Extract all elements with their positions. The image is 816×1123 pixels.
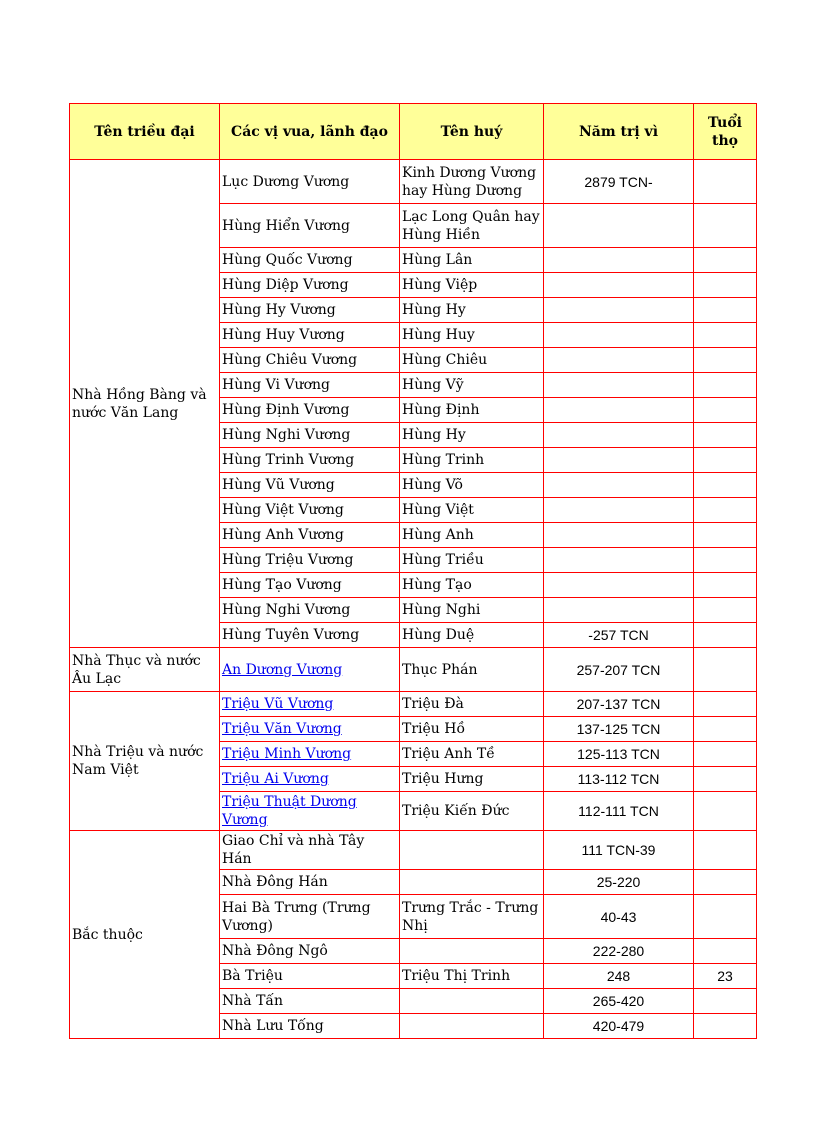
- birth-name-cell: Hùng Hy: [400, 423, 544, 448]
- birth-name-cell: Hùng Võ: [400, 473, 544, 498]
- birth-name-cell: Hùng Nghi: [400, 598, 544, 623]
- reign-years-cell: 113-112 TCN: [544, 767, 694, 792]
- birth-name-cell: Hùng Tạo: [400, 573, 544, 598]
- lifespan-cell: [694, 623, 757, 648]
- ruler-link[interactable]: Triệu Văn Vương: [222, 721, 342, 737]
- lifespan-cell: [694, 160, 757, 204]
- birth-name-cell: Triệu Đà: [400, 692, 544, 717]
- reign-years-cell: [544, 373, 694, 398]
- birth-name-cell: [400, 989, 544, 1014]
- reign-years-cell: [544, 498, 694, 523]
- birth-name-cell: Triệu Anh Tề: [400, 742, 544, 767]
- header-lifespan: Tuổi thọ: [694, 104, 757, 160]
- lifespan-cell: [694, 989, 757, 1014]
- ruler-cell: Hùng Hy Vương: [220, 298, 400, 323]
- lifespan-cell: [694, 323, 757, 348]
- birth-name-cell: Hùng Việt: [400, 498, 544, 523]
- lifespan-cell: [694, 939, 757, 964]
- birth-name-cell: Hùng Duệ: [400, 623, 544, 648]
- lifespan-cell: [694, 573, 757, 598]
- lifespan-cell: [694, 831, 757, 870]
- lifespan-cell: [694, 204, 757, 248]
- birth-name-cell: Hùng Định: [400, 398, 544, 423]
- lifespan-cell: [694, 548, 757, 573]
- lifespan-cell: [694, 373, 757, 398]
- ruler-cell: [220, 742, 400, 767]
- lifespan-cell: [694, 398, 757, 423]
- reign-years-cell: 111 TCN-39: [544, 831, 694, 870]
- ruler-cell: Hùng Hiển Vương: [220, 204, 400, 248]
- reign-years-cell: 125-113 TCN: [544, 742, 694, 767]
- ruler-cell: Hai Bà Trưng (Trưng Vương): [220, 895, 400, 939]
- table-row: [70, 648, 757, 692]
- dynasty-table: [69, 103, 757, 1039]
- lifespan-cell: [694, 648, 757, 692]
- reign-years-cell: 265-420: [544, 989, 694, 1014]
- reign-years-cell: [544, 423, 694, 448]
- birth-name-cell: Triệu Kiến Đức: [400, 792, 544, 831]
- dynasty-name-cell: Bắc thuộc: [70, 831, 220, 1039]
- lifespan-cell: [694, 423, 757, 448]
- header-reign-years: Năm trị vì: [544, 104, 694, 160]
- ruler-cell: Hùng Quốc Vương: [220, 248, 400, 273]
- ruler-link[interactable]: Triệu Minh Vương: [222, 746, 352, 762]
- lifespan-cell: [694, 273, 757, 298]
- ruler-cell: Hùng Nghi Vương: [220, 598, 400, 623]
- reign-years-cell: [544, 548, 694, 573]
- ruler-cell: Hùng Vi Vương: [220, 373, 400, 398]
- header-birth-name: Tên huý: [400, 104, 544, 160]
- reign-years-cell: [544, 598, 694, 623]
- birth-name-cell: Thục Phán: [400, 648, 544, 692]
- birth-name-cell: [400, 870, 544, 895]
- ruler-cell: Hùng Tuyên Vương: [220, 623, 400, 648]
- ruler-cell: Nhà Lưu Tống: [220, 1014, 400, 1039]
- reign-years-cell: [544, 204, 694, 248]
- reign-years-cell: -257 TCN: [544, 623, 694, 648]
- birth-name-cell: [400, 939, 544, 964]
- ruler-cell: Hùng Việt Vương: [220, 498, 400, 523]
- ruler-cell: Nhà Tấn: [220, 989, 400, 1014]
- birth-name-cell: Hùng Huy: [400, 323, 544, 348]
- ruler-cell: Hùng Huy Vương: [220, 323, 400, 348]
- reign-years-cell: 40-43: [544, 895, 694, 939]
- birth-name-cell: Hùng Chiêu: [400, 348, 544, 373]
- table-row: [70, 831, 757, 870]
- reign-years-cell: 137-125 TCN: [544, 717, 694, 742]
- ruler-cell: Hùng Tạo Vương: [220, 573, 400, 598]
- reign-years-cell: 420-479: [544, 1014, 694, 1039]
- ruler-cell: Nhà Đông Hán: [220, 870, 400, 895]
- reign-years-cell: [544, 348, 694, 373]
- reign-years-cell: [544, 523, 694, 548]
- ruler-cell: Hùng Định Vương: [220, 398, 400, 423]
- reign-years-cell: [544, 473, 694, 498]
- birth-name-cell: Hùng Triều: [400, 548, 544, 573]
- ruler-cell: [220, 648, 400, 692]
- ruler-link[interactable]: An Dương Vương: [222, 661, 343, 678]
- table-row: [70, 692, 757, 717]
- ruler-cell: Lục Dương Vương: [220, 160, 400, 204]
- lifespan-cell: [694, 523, 757, 548]
- lifespan-cell: [694, 298, 757, 323]
- ruler-cell: Hùng Nghi Vương: [220, 423, 400, 448]
- ruler-cell: Nhà Đông Ngô: [220, 939, 400, 964]
- ruler-cell: [220, 717, 400, 742]
- ruler-cell: Hùng Vũ Vương: [220, 473, 400, 498]
- reign-years-cell: [544, 273, 694, 298]
- reign-years-cell: 25-220: [544, 870, 694, 895]
- reign-years-cell: 222-280: [544, 939, 694, 964]
- reign-years-cell: 2879 TCN-: [544, 160, 694, 204]
- ruler-cell: Hùng Triệu Vương: [220, 548, 400, 573]
- birth-name-cell: [400, 831, 544, 870]
- reign-years-cell: [544, 298, 694, 323]
- lifespan-cell: [694, 348, 757, 373]
- lifespan-cell: [694, 895, 757, 939]
- dynasty-name-cell: Nhà Hồng Bàng và nước Văn Lang: [70, 160, 220, 648]
- ruler-cell: Hùng Diệp Vương: [220, 273, 400, 298]
- reign-years-cell: [544, 398, 694, 423]
- lifespan-cell: [694, 473, 757, 498]
- ruler-cell: Hùng Anh Vương: [220, 523, 400, 548]
- ruler-link[interactable]: Triệu Thuật Dương Vương: [222, 794, 357, 828]
- lifespan-cell: [694, 448, 757, 473]
- header-dynasty: Tên triều đại: [70, 104, 220, 160]
- lifespan-cell: [694, 248, 757, 273]
- dynasty-name-cell: Nhà Thục và nước Âu Lạc: [70, 648, 220, 692]
- birth-name-cell: Lạc Long Quân hay Hùng Hiền: [400, 204, 544, 248]
- lifespan-cell: [694, 498, 757, 523]
- lifespan-cell: 23: [694, 964, 757, 989]
- ruler-cell: [220, 767, 400, 792]
- birth-name-cell: Hùng Việp: [400, 273, 544, 298]
- ruler-cell: Bà Triệu: [220, 964, 400, 989]
- birth-name-cell: Kinh Dương Vương hay Hùng Dương: [400, 160, 544, 204]
- lifespan-cell: [694, 767, 757, 792]
- birth-name-cell: Triệu Thị Trinh: [400, 964, 544, 989]
- reign-years-cell: 112-111 TCN: [544, 792, 694, 831]
- birth-name-cell: [400, 1014, 544, 1039]
- lifespan-cell: [694, 692, 757, 717]
- lifespan-cell: [694, 1014, 757, 1039]
- lifespan-cell: [694, 792, 757, 831]
- reign-years-cell: 257-207 TCN: [544, 648, 694, 692]
- birth-name-cell: Hùng Vỹ: [400, 373, 544, 398]
- reign-years-cell: [544, 448, 694, 473]
- birth-name-cell: Hùng Lân: [400, 248, 544, 273]
- lifespan-cell: [694, 598, 757, 623]
- reign-years-cell: [544, 248, 694, 273]
- lifespan-cell: [694, 717, 757, 742]
- ruler-cell: Hùng Chiêu Vương: [220, 348, 400, 373]
- birth-name-cell: Triệu Hồ: [400, 717, 544, 742]
- header-ruler: Các vị vua, lãnh đạo: [220, 104, 400, 160]
- ruler-cell: Giao Chỉ và nhà Tây Hán: [220, 831, 400, 870]
- ruler-cell: Hùng Trinh Vương: [220, 448, 400, 473]
- reign-years-cell: [544, 323, 694, 348]
- ruler-link[interactable]: Triệu Vũ Vương: [222, 696, 334, 712]
- lifespan-cell: [694, 742, 757, 767]
- reign-years-cell: 248: [544, 964, 694, 989]
- ruler-cell: [220, 792, 400, 831]
- reign-years-cell: [544, 573, 694, 598]
- ruler-cell: [220, 692, 400, 717]
- birth-name-cell: Hùng Hy: [400, 298, 544, 323]
- reign-years-cell: 207-137 TCN: [544, 692, 694, 717]
- header-row: [70, 104, 757, 160]
- table-row: [70, 160, 757, 204]
- birth-name-cell: Hùng Anh: [400, 523, 544, 548]
- lifespan-cell: [694, 870, 757, 895]
- birth-name-cell: Hùng Trinh: [400, 448, 544, 473]
- dynasty-name-cell: Nhà Triệu và nước Nam Việt: [70, 692, 220, 831]
- birth-name-cell: Triệu Hưng: [400, 767, 544, 792]
- birth-name-cell: Trưng Trắc - Trưng Nhị: [400, 895, 544, 939]
- ruler-link[interactable]: Triệu Ai Vương: [222, 771, 329, 787]
